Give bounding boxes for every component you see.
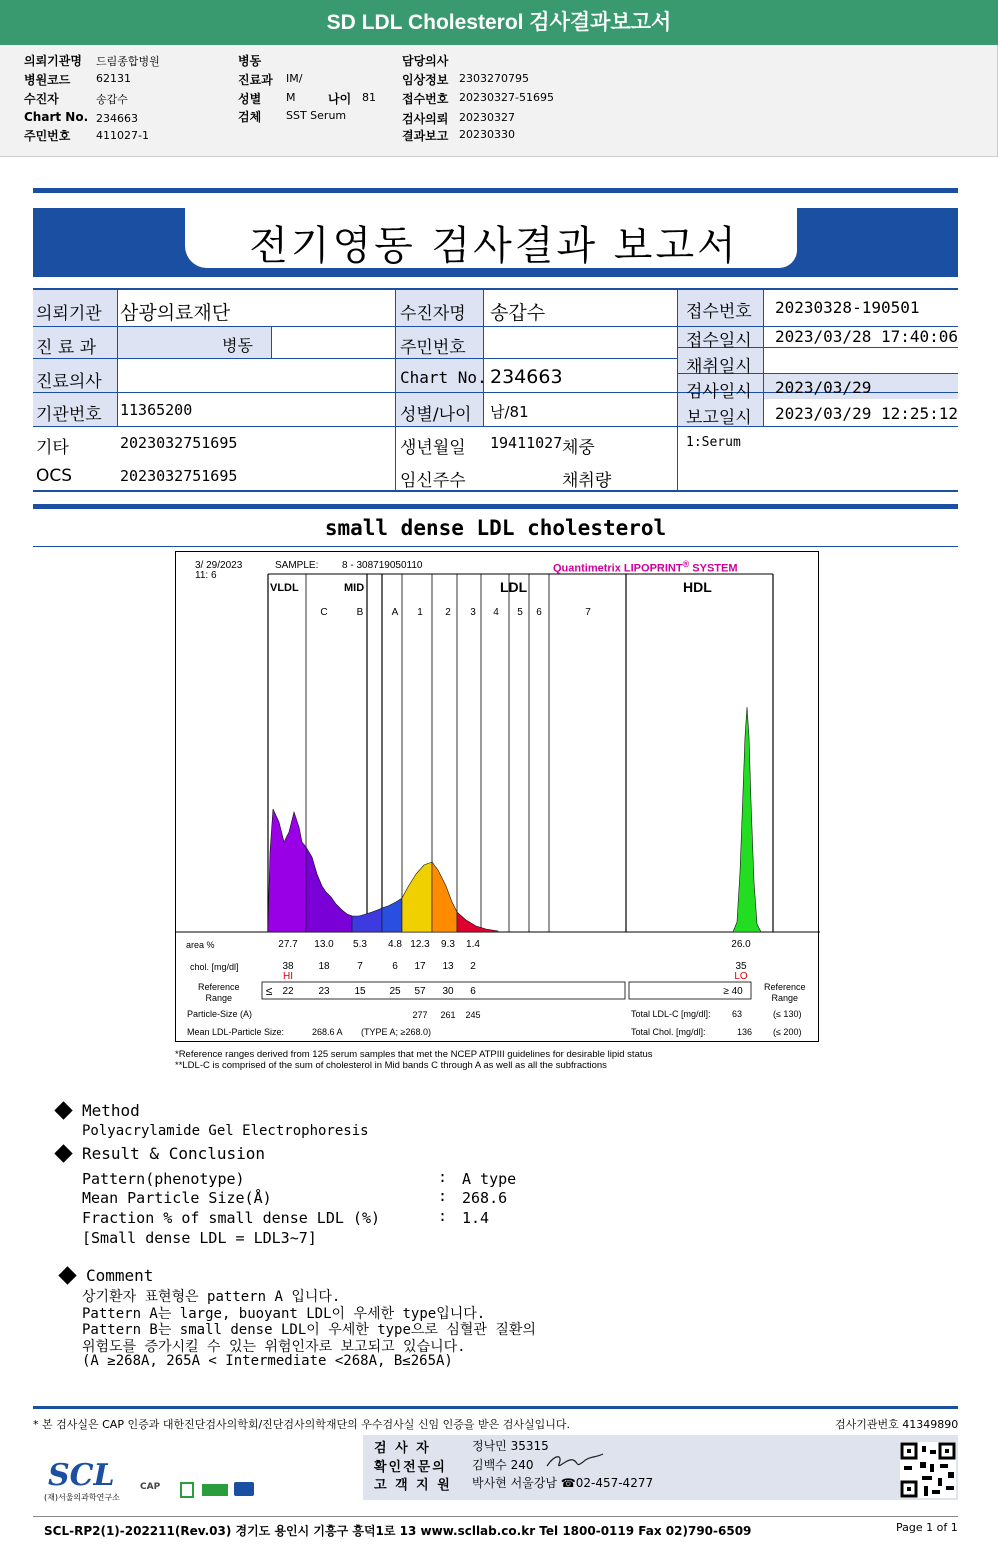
label-ward: 병동 <box>238 54 262 68</box>
particle-label: Particle-Size (A) <box>187 1009 253 1019</box>
total-chol-label: Total Chol. [mg/dl]: <box>631 1027 706 1037</box>
comment-line: Pattern A는 large, buoyant LDL이 우세한 type입니다. <box>82 1306 486 1322</box>
label-request-date: 검사의뢰 <box>402 112 449 126</box>
peak-mid-c <box>306 847 352 932</box>
value-age: 81 <box>362 91 376 104</box>
t-value-specimen: 1:Serum <box>686 435 741 450</box>
value-patient: 송갑수 <box>96 93 128 106</box>
ref-value-2: 30 <box>442 986 454 997</box>
chol-value-VLDL: 38 <box>282 961 294 972</box>
total-ldl-label: Total LDL-C [mg/dl]: <box>631 1009 711 1019</box>
t-label-volume: 채취량 <box>562 471 612 491</box>
signature-icon <box>545 1450 605 1472</box>
section-title: small dense LDL cholesterol <box>324 516 667 540</box>
cert-logo-icon <box>180 1482 194 1498</box>
chol-value-B: 7 <box>357 961 363 972</box>
staff-role-tester: 검 사 자 <box>374 1441 431 1456</box>
report-banner <box>33 208 958 277</box>
t-value-patient-name: 송갑수 <box>490 302 546 324</box>
peak-ldl-1 <box>402 862 432 932</box>
row-ref-label-right: Reference Range <box>764 982 806 1003</box>
chol-value-2: 13 <box>442 961 454 972</box>
footer-bottom-text: SCL-RP2(1)-202211(Rev.03) 경기도 용인시 기흥구 흥덕1로 13 www.scllab.co.kr Tel 1800-0119 Fax 02)790-6509 <box>44 1524 752 1538</box>
result-value-size: 268.6 <box>462 1189 508 1207</box>
total-ldl-ref: (≤ 130) <box>773 1009 802 1019</box>
ref-le-symbol: ≤ <box>265 984 273 998</box>
row-area-label: area % <box>186 940 215 950</box>
result-label-fraction: Fraction % of small dense LDL (%) <box>82 1209 381 1227</box>
value-dept: IM/ <box>286 72 303 85</box>
label-hospital: 의뢰기관명 <box>24 54 82 68</box>
group-hdl: HDL <box>683 579 712 595</box>
total-ldl-value: 63 <box>732 1009 743 1019</box>
result-label-pattern: Pattern(phenotype) <box>82 1170 245 1188</box>
chart-time: 11: 6 <box>195 570 217 581</box>
particle-size-1: 277 <box>412 1010 428 1020</box>
subband-label-2: 2 <box>445 607 451 618</box>
comment-line: 상기환자 표현형은 pattern A 입니다. <box>82 1289 341 1305</box>
result-label-size: Mean Particle Size(Å) <box>82 1189 272 1207</box>
chart-system-brand: Quantimetrix LIPOPRINT® SYSTEM <box>553 559 738 575</box>
subband-label-C: C <box>320 607 328 618</box>
result-value-pattern: A type <box>462 1170 517 1188</box>
scl-logo-sub: (재)서울의과학연구소 <box>44 1493 120 1502</box>
t-label-inst-no: 기관번호 <box>36 405 102 425</box>
staff-value-reviewer: 김백수 240 <box>472 1458 534 1472</box>
group-vldl: VLDL <box>270 582 299 594</box>
footer-rule <box>33 1406 958 1409</box>
label-hospital-code: 병원코드 <box>24 73 71 87</box>
mean-type: (TYPE A; ≥268.0) <box>361 1027 431 1037</box>
peak-hdl <box>733 707 761 932</box>
t-value-receipt-no: 20230328-190501 <box>775 298 920 317</box>
t-label-collect-time: 채취일시 <box>686 357 752 377</box>
kcls-logo-icon <box>234 1482 254 1496</box>
area-value-B: 5.3 <box>353 939 367 950</box>
value-receipt-no: 20230327-51695 <box>459 91 554 104</box>
footer-page: Page 1 of 1 <box>896 1521 958 1534</box>
mean-label: Mean LDL-Particle Size: <box>187 1027 285 1037</box>
subband-label-5: 5 <box>517 607 523 618</box>
area-value-1: 12.3 <box>410 939 430 950</box>
label-specimen: 검체 <box>238 110 262 124</box>
label-doctor: 담당의사 <box>402 54 449 68</box>
t-label-etc: 기타 <box>36 438 69 458</box>
chart-note-2: **LDL-C is comprised of the sum of cholesterol in Mid bands C through A as well as all the subfractions <box>175 1060 607 1071</box>
flag-hdl: LO <box>734 971 748 982</box>
t-value-institution: 삼광의료재단 <box>120 302 231 324</box>
t-label-resident-no: 주민번호 <box>400 338 466 358</box>
t-value-receipt-time: 2023/03/28 17:40:06 <box>775 327 959 346</box>
t-label-test-time: 검사일시 <box>686 382 752 402</box>
chart-sample-id: 8 - 308719050110 <box>342 560 423 571</box>
t-label-institution: 의뢰기관 <box>36 304 102 324</box>
result-sep-2: : <box>438 1187 448 1205</box>
result-value-fraction: 1.4 <box>462 1209 490 1227</box>
t-label-report-time: 보고일시 <box>686 408 752 428</box>
eqa-logo-icon <box>202 1484 228 1496</box>
peak-vldl <box>268 809 306 932</box>
flag-vldl: HI <box>283 971 293 982</box>
particle-size-3: 245 <box>465 1010 481 1020</box>
label-age: 나이 <box>328 92 352 106</box>
t-label-patient-name: 수진자명 <box>400 304 466 324</box>
ref-value-1: 57 <box>414 986 426 997</box>
t-value-etc: 2023032751695 <box>120 434 238 452</box>
staff-panel <box>363 1435 958 1500</box>
value-specimen: SST Serum <box>286 109 347 122</box>
area-value-HDL: 26.0 <box>731 939 751 950</box>
staff-role-support: 고 객 지 원 <box>374 1478 452 1493</box>
value-hospital: 드림종합병원 <box>96 55 160 68</box>
top-info-panel <box>0 45 998 157</box>
t-label-dept: 진 료 과 <box>36 338 97 358</box>
t-value-inst-no: 11365200 <box>120 401 193 419</box>
subband-label-B: B <box>356 607 364 618</box>
top-title: SD LDL Cholesterol 검사결과보고서 <box>326 11 672 34</box>
t-label-weight: 체중 <box>562 438 595 458</box>
comment-line: 위험도를 증가시킬 수 있는 위험인자로 보고되고 있습니다. <box>82 1339 466 1355</box>
t-label-ocs: OCS <box>36 466 73 486</box>
chol-value-C: 18 <box>318 961 330 972</box>
row-ref-label: Reference Range <box>198 982 240 1003</box>
row-chol-label: chol. [mg/dl] <box>190 962 239 972</box>
t-label-chart-no: Chart No. <box>400 368 487 387</box>
label-report-date: 결과보고 <box>402 129 449 143</box>
qr-code-icon <box>900 1442 956 1498</box>
area-value-C: 13.0 <box>314 939 334 950</box>
ref-value-B: 15 <box>354 986 366 997</box>
area-value-A: 4.8 <box>388 939 402 950</box>
ref-value-hdl: ≥ 40 <box>723 986 743 997</box>
chart-svg <box>176 552 820 1043</box>
subband-label-6: 6 <box>536 607 542 618</box>
chol-value-A: 6 <box>392 961 398 972</box>
subband-label-7: 7 <box>585 607 591 618</box>
staff-value-tester: 정낙민 35315 <box>472 1439 549 1453</box>
chart-sample-label: SAMPLE: <box>275 560 319 571</box>
value-clinical-info: 2303270795 <box>459 72 529 85</box>
top-title-bar <box>0 0 998 45</box>
scl-logo: SCL <box>48 1458 115 1493</box>
mean-value: 268.6 A <box>312 1027 343 1037</box>
t-label-pregnancy: 임신주수 <box>400 471 466 491</box>
subband-label-A: A <box>391 607 399 618</box>
t-label-physician: 진료의사 <box>36 372 102 392</box>
report-title: 전기영동 검사결과 보고서 <box>249 223 739 269</box>
chart-date: 3/ 29/2023 <box>195 560 243 571</box>
area-value-3: 1.4 <box>466 939 480 950</box>
t-value-sex-age: 남/81 <box>490 403 529 421</box>
result-note: [Small dense LDL = LDL3~7] <box>82 1229 317 1247</box>
total-chol-value: 136 <box>737 1027 753 1037</box>
t-value-chart-no: 234663 <box>490 366 563 388</box>
area-value-VLDL: 27.7 <box>278 939 298 950</box>
peak-mid-a <box>382 898 402 932</box>
comment-line: (A ≥268A, 265A < Intermediate <268A, B≤265A) <box>82 1353 453 1369</box>
staff-role-reviewer: 확인전문의 <box>374 1460 447 1475</box>
cap-logo-icon: CAP <box>140 1482 161 1492</box>
subband-label-4: 4 <box>493 607 499 618</box>
label-receipt-no: 접수번호 <box>402 92 449 106</box>
result-sep-1: : <box>438 1168 448 1186</box>
area-value-2: 9.3 <box>441 939 455 950</box>
method-title: Method <box>82 1101 140 1120</box>
value-hospital-code: 62131 <box>96 72 131 85</box>
subband-label-3: 3 <box>470 607 476 618</box>
t-label-receipt-time: 접수일시 <box>686 331 752 351</box>
method-bullet-icon <box>54 1101 72 1119</box>
value-report-date: 20230330 <box>459 128 515 141</box>
top-rule <box>33 188 958 193</box>
ref-value-A: 25 <box>389 986 401 997</box>
comment-bullet-icon <box>58 1266 76 1284</box>
chol-value-1: 17 <box>414 961 426 972</box>
t-label-receipt-no: 접수번호 <box>686 302 752 322</box>
bottom-rule <box>33 1516 958 1517</box>
method-text: Polyacrylamide Gel Electrophoresis <box>82 1123 369 1139</box>
ref-value-3: 6 <box>470 986 476 997</box>
peak-ldl-3 <box>457 912 498 932</box>
t-value-report-time: 2023/03/29 12:25:12 <box>775 404 959 423</box>
value-sex: M <box>286 91 296 104</box>
t-value-ocs: 2023032751695 <box>120 467 238 485</box>
chol-value-3: 2 <box>470 961 476 972</box>
comment-line: Pattern B는 small dense LDL이 우세한 type으로 심혈관 질환의 <box>82 1322 536 1338</box>
t-value-dept: 병동 <box>222 336 253 355</box>
peak-ldl-2 <box>432 862 457 932</box>
label-dept: 진료과 <box>238 73 273 87</box>
lipoprint-chart <box>175 551 819 1042</box>
chart-note-1: *Reference ranges derived from 125 serum samples that met the NCEP ATPIII guidelines for desirable lipid status <box>175 1049 653 1060</box>
t-value-birth: 19411027 <box>490 434 563 452</box>
group-ldl: LDL <box>500 579 528 595</box>
t-value-test-time: 2023/03/29 <box>775 378 872 397</box>
subband-label-1: 1 <box>417 607 423 618</box>
t-label-sex-age: 성별/나이 <box>400 405 472 425</box>
chol-value-HDL: 35 <box>735 961 747 972</box>
result-sep-3: : <box>438 1207 448 1225</box>
value-chart-no: 234663 <box>96 112 138 125</box>
footer-notice: * 본 검사실은 CAP 인증과 대한진단검사의학회/진단검사의학재단의 우수검사실 신임 인증을 받은 검사실입니다. <box>33 1418 571 1431</box>
label-patient: 수진자 <box>24 92 59 106</box>
result-title: Result & Conclusion <box>82 1144 266 1163</box>
staff-value-support: 박사현 서울강남 ☎02-457-4277 <box>472 1476 654 1490</box>
label-sex: 성별 <box>238 92 262 106</box>
value-request-date: 20230327 <box>459 111 515 124</box>
label-chart-no: Chart No. <box>24 110 89 124</box>
value-resident-no: 411027-1 <box>96 129 149 142</box>
label-clinical-info: 임상정보 <box>402 73 449 87</box>
section-rule <box>33 504 958 509</box>
comment-title: Comment <box>86 1266 154 1285</box>
ref-value-VLDL: 22 <box>282 986 294 997</box>
group-mid: MID <box>344 582 365 594</box>
particle-size-2: 261 <box>440 1010 456 1020</box>
total-chol-ref: (≤ 200) <box>773 1027 802 1037</box>
t-label-birth: 생년월일 <box>400 438 466 458</box>
ref-value-C: 23 <box>318 986 330 997</box>
label-resident-no: 주민번호 <box>24 129 71 143</box>
footer-inst-no: 검사기관번호 41349890 <box>835 1418 959 1431</box>
result-bullet-icon <box>54 1144 72 1162</box>
